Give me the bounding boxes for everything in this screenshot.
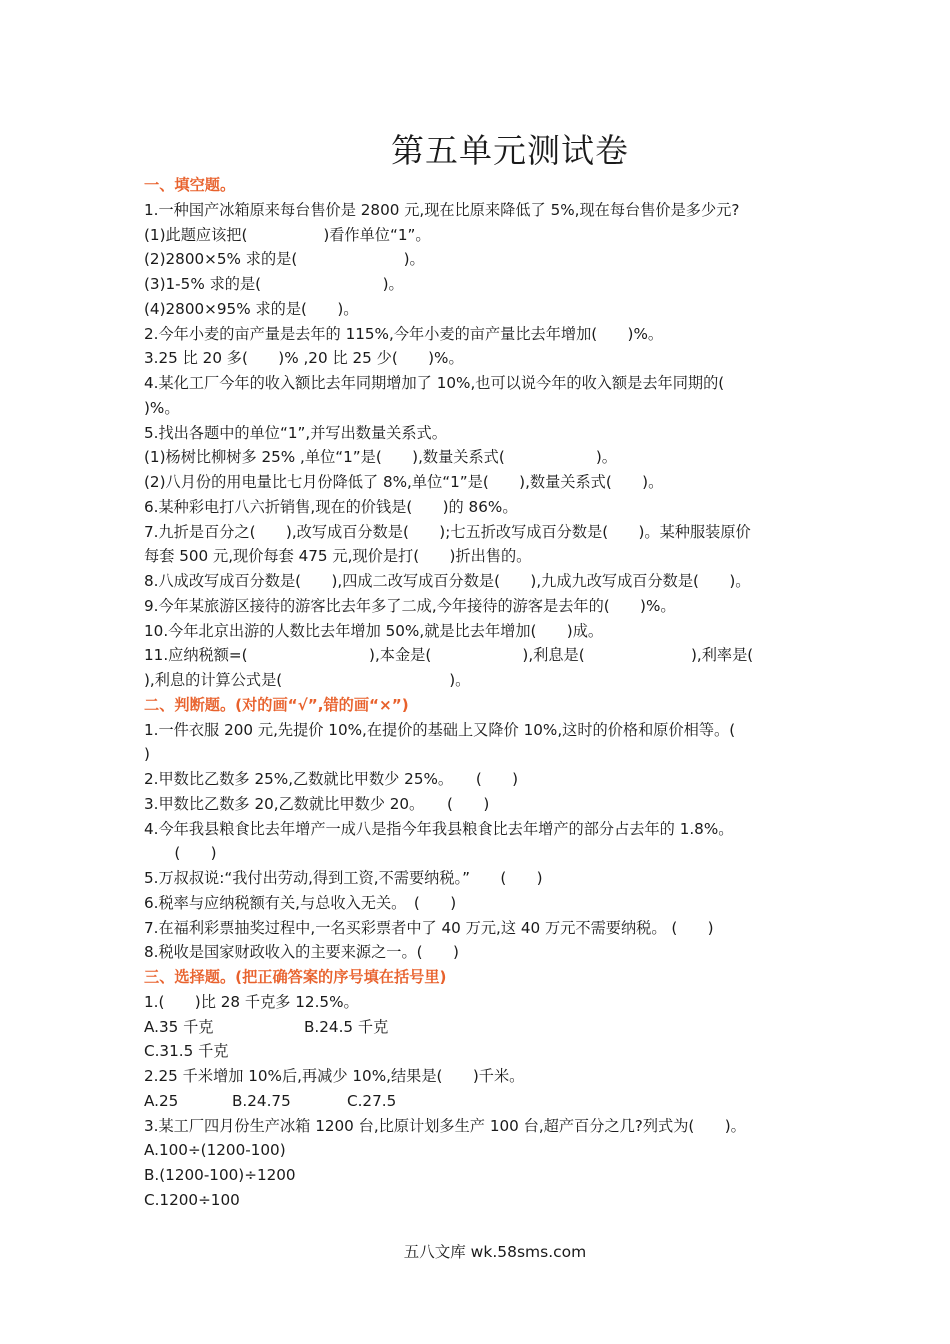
option-row — [144, 1089, 804, 1114]
question-stem: 3.某工厂四月份生产冰箱 1200 台,比原计划多生产 100 台,超产百分之几?列式为( )。 — [144, 1116, 746, 1135]
question-line: 7.九折是百分之( ),改写成百分数是( );七五折改写成百分数是( )。某种服装原价 — [144, 522, 751, 541]
question-line: ( ) — [144, 844, 217, 863]
question-line: 8.税收是国家财政收入的主要来源之一。( ) — [144, 943, 459, 962]
option-b: B.24.75 — [232, 1091, 291, 1110]
question-line: 11.应纳税额=( ),本金是( ),利息是( ),利率是( — [144, 646, 754, 665]
footer-watermark: 五八文库 wk.58sms.com — [403, 1243, 587, 1261]
question-line: 每套 500 元,现价每套 475 元,现价是打( )折出售的。 — [144, 547, 532, 566]
section-heading-true-false: 二、判断题。(对的画“√”,错的画“×”) — [144, 695, 409, 714]
option-c: C.31.5 千克 — [144, 1042, 229, 1061]
question-line: ) — [144, 745, 150, 764]
question-line: (3)1-5% 求的是( )。 — [144, 275, 404, 293]
question-line: 6.税率与应纳税额有关,与总收入无关。 ( ) — [144, 893, 457, 912]
option-b: B.24.5 千克 — [304, 1017, 389, 1036]
question-line: 6.某种彩电打八六折销售,现在的价钱是( )的 86%。 — [144, 497, 518, 516]
question-line: ),利息的计算公式是( )。 — [144, 671, 471, 689]
question-line: 10.今年北京出游的人数比去年增加 50%,就是比去年增加( )成。 — [144, 621, 604, 640]
question-line: 5.找出各题中的单位“1”,并写出数量关系式。 — [144, 423, 447, 442]
option-row — [144, 1015, 804, 1040]
question-line: (1)此题应该把( )看作单位“1”。 — [144, 225, 431, 244]
option-c: C.1200÷100 — [144, 1190, 240, 1209]
option-a: A.100÷(1200-100) — [144, 1141, 286, 1160]
question-line: 4.某化工厂今年的收入额比去年同期增加了 10%,也可以说今年的收入额是去年同期的( — [144, 374, 725, 392]
section-heading-fill-in: 一、填空题。 — [144, 176, 236, 194]
question-line: 3.25 比 20 多( )% ,20 比 25 少( )%。 — [144, 349, 464, 368]
option-a: A.25 — [144, 1091, 179, 1110]
question-line: 3.甲数比乙数多 20,乙数就比甲数少 20。 ( ) — [144, 794, 490, 813]
question-line: 5.万叔叔说:“我付出劳动,得到工资,不需要纳税。” ( ) — [144, 869, 543, 887]
section-heading-multiple-choice: 三、选择题。(把正确答案的序号填在括号里) — [144, 968, 447, 986]
question-line: (4)2800×95% 求的是( )。 — [144, 299, 359, 318]
question-line: 1.一件衣服 200 元,先提价 10%,在提价的基础上又降价 10%,这时的价格和原价相等。( — [144, 720, 736, 739]
question-line: 4.今年我县粮食比去年增产一成八是指今年我县粮食比去年增产的部分占去年的 1.8%。 — [144, 819, 734, 838]
question-line: 9.今年某旅游区接待的游客比去年多了二成,今年接待的游客是去年的( )%。 — [144, 596, 676, 615]
exam-content — [144, 173, 804, 1213]
question-stem: 1.( )比 28 千克多 12.5%。 — [144, 992, 359, 1011]
question-line: 8.八成改写成百分数是( ),四成二改写成百分数是( ),九成九改写成百分数是( )。 — [144, 572, 751, 590]
question-stem: 2.25 千米增加 10%后,再减少 10%,结果是( )千米。 — [144, 1067, 525, 1085]
question-line: (2)2800×5% 求的是( )。 — [144, 250, 425, 269]
question-line: 2.甲数比乙数多 25%,乙数就比甲数少 25%。 ( ) — [144, 770, 519, 788]
page-title: 第五单元测试卷 — [391, 131, 629, 170]
question-line: (2)八月份的用电量比七月份降低了 8%,单位“1”是( ),数量关系式( )。 — [144, 473, 664, 491]
question-line: (1)杨树比柳树多 25% ,单位“1”是( ),数量关系式( )。 — [144, 448, 617, 467]
question-line: 7.在福利彩票抽奖过程中,一名买彩票者中了 40 万元,这 40 万元不需要纳税。 ( ) — [144, 918, 714, 937]
question-line: 2.今年小麦的亩产量是去年的 115%,今年小麦的亩产量比去年增加( )%。 — [144, 324, 664, 343]
question-line: )%。 — [144, 398, 180, 417]
option-c: C.27.5 — [347, 1091, 397, 1110]
question-line: 1.一种国产冰箱原来每台售价是 2800 元,现在比原来降低了 5%,现在每台售价是多少元? — [144, 200, 740, 219]
option-b: B.(1200-100)÷1200 — [144, 1166, 296, 1184]
option-a: A.35 千克 — [144, 1017, 214, 1036]
